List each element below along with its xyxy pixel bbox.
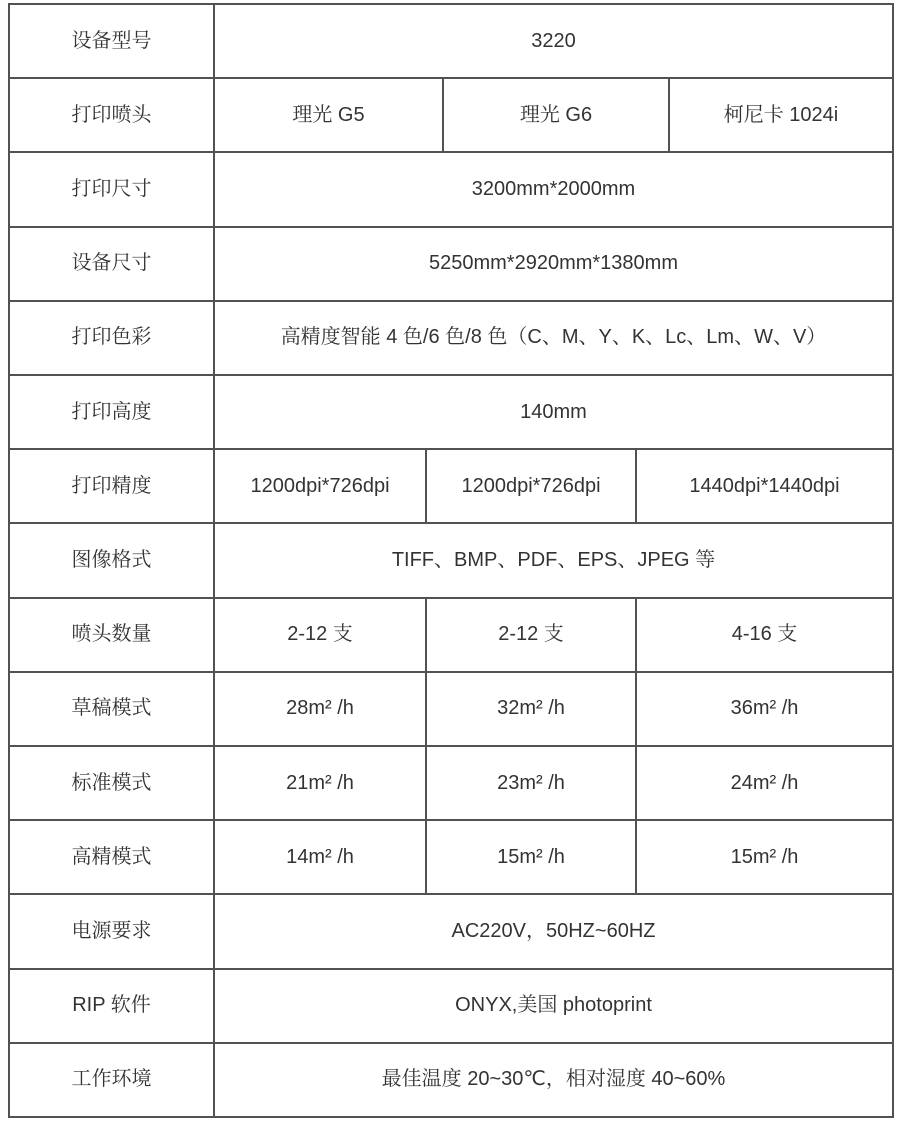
spec-value: 28m² /h [213,673,425,745]
spec-value: 1200dpi*726dpi [213,450,425,522]
table-row-print-height [10,374,892,448]
spec-value: 21m² /h [213,747,425,819]
spec-label: 设备型号 [71,29,152,52]
spec-value: 14m² /h [213,821,425,893]
spec-value: ONYX,美国 photoprint [213,970,892,1042]
spec-value: 1200dpi*726dpi [425,450,635,522]
spec-value: TIFF、BMP、PDF、EPS、JPEG 等 [213,524,892,596]
spec-label: 打印色彩 [71,326,152,349]
spec-value: 32m² /h [425,673,635,745]
spec-label: 草稿模式 [71,697,152,720]
spec-label: 打印喷头 [71,103,152,126]
spec-value: 高精度智能 4 色/6 色/8 色（C、M、Y、K、Lc、Lm、W、V） [213,302,892,374]
spec-value: 3200mm*2000mm [213,153,892,225]
table-row-power-requirement [10,893,892,967]
table-row-high-precision-mode [10,819,892,893]
spec-value: 140mm [213,376,892,448]
spec-value: 最佳温度 20~30℃，相对湿度 40~60% [213,1044,892,1116]
spec-label: 打印高度 [71,400,152,423]
spec-label: 打印精度 [71,474,152,497]
table-row-print-head [10,77,892,151]
spec-label: 打印尺寸 [71,178,152,200]
spec-label: RIP 软件 [72,994,151,1017]
spec-value: 理光 G5 [213,79,442,151]
spec-label: 标准模式 [71,771,152,794]
table-row-working-environment [10,1042,892,1116]
spec-value: 3220 [213,5,892,77]
spec-value: 23m² /h [425,747,635,819]
spec-value: 36m² /h [635,673,892,745]
table-row-device-size [10,226,892,300]
spec-table [8,3,894,1118]
spec-value: 2-12 支 [425,599,635,671]
table-row-head-count [10,597,892,671]
spec-value: 2-12 支 [213,599,425,671]
table-row-rip-software [10,968,892,1042]
table-row-draft-mode [10,671,892,745]
spec-label: 喷头数量 [71,623,152,646]
spec-value: 柯尼卡 1024i [668,79,892,151]
spec-value: 1440dpi*1440dpi [635,450,892,522]
spec-value: 15m² /h [635,821,892,893]
table-row-standard-mode [10,745,892,819]
spec-label: 工作环境 [71,1068,152,1091]
spec-label: 图像格式 [71,549,152,572]
table-row-device-model [10,5,892,77]
spec-label: 电源要求 [71,920,152,943]
spec-label: 设备尺寸 [71,252,152,275]
spec-value: 理光 G6 [442,79,668,151]
spec-value: 15m² /h [425,821,635,893]
spec-value: 5250mm*2920mm*1380mm [213,228,892,300]
table-row-image-format [10,522,892,596]
table-row-print-resolution [10,448,892,522]
table-row-print-size [10,151,892,225]
spec-value: AC220V，50HZ~60HZ [213,895,892,967]
spec-value: 4-16 支 [635,599,892,671]
table-row-print-color [10,300,892,374]
spec-label: 高精模式 [71,845,152,868]
spec-value: 24m² /h [635,747,892,819]
